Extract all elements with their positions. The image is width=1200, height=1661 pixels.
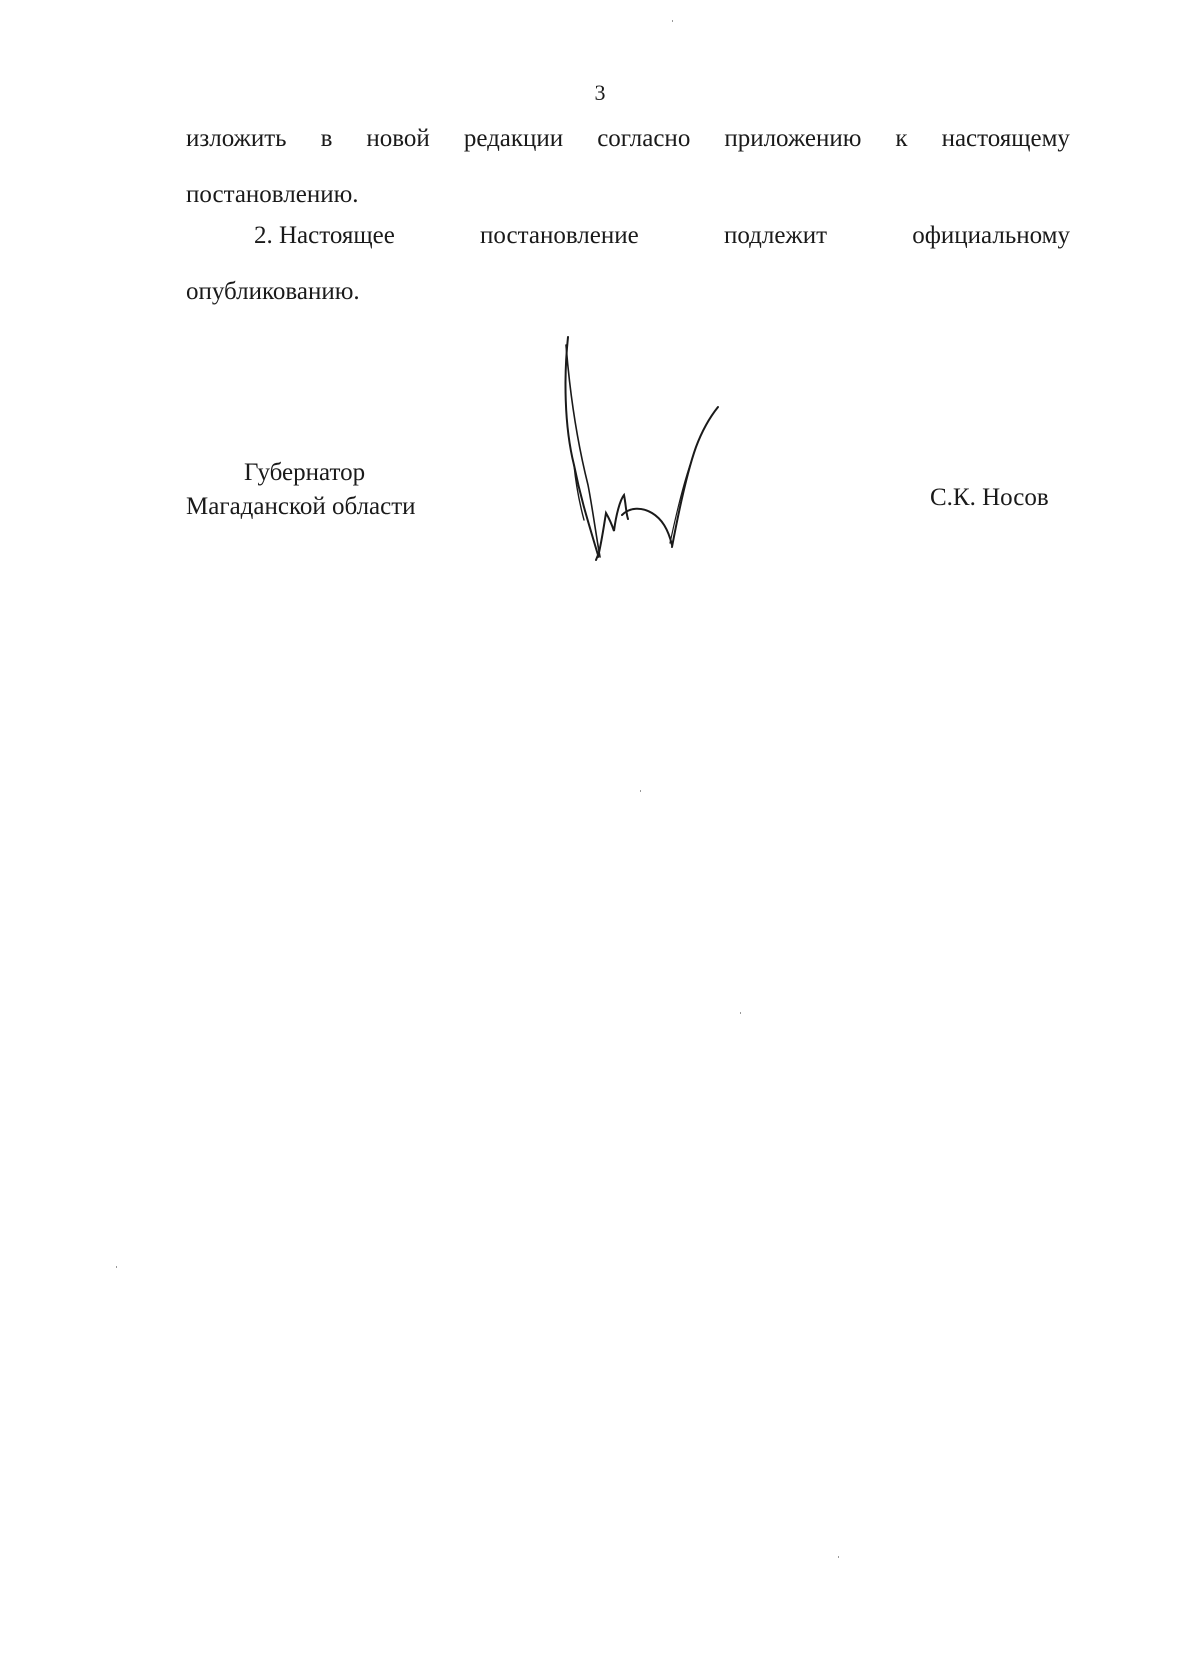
word: к <box>895 125 908 152</box>
word: согласно <box>597 125 691 152</box>
word: в <box>320 125 333 152</box>
signatory-name: С.К. Носов <box>930 484 1049 511</box>
handwritten-signature <box>560 335 760 585</box>
body-line-4: опубликованию. <box>186 278 360 305</box>
body-line-1 <box>186 124 1070 154</box>
scan-speck <box>838 1556 839 1558</box>
page-number: 3 <box>594 80 606 105</box>
word: приложению <box>724 125 862 152</box>
scan-speck <box>640 790 641 792</box>
word: редакции <box>463 125 564 152</box>
word: подлежит <box>723 222 827 249</box>
body-line-3 <box>186 221 1070 251</box>
word: настоящему <box>941 125 1070 152</box>
scan-speck <box>116 1266 117 1268</box>
word: постановление <box>480 222 639 249</box>
body-line-2: постановлению. <box>186 181 359 208</box>
word: новой <box>366 125 430 152</box>
signatory-title-line-1: Губернатор <box>244 459 366 486</box>
scan-speck <box>740 1012 741 1014</box>
word: 2. Настоящее <box>254 222 395 249</box>
word: изложить <box>186 125 287 152</box>
signatory-title-line-2: Магаданской области <box>186 493 416 520</box>
scan-speck <box>672 20 673 22</box>
word: официальному <box>912 222 1070 249</box>
